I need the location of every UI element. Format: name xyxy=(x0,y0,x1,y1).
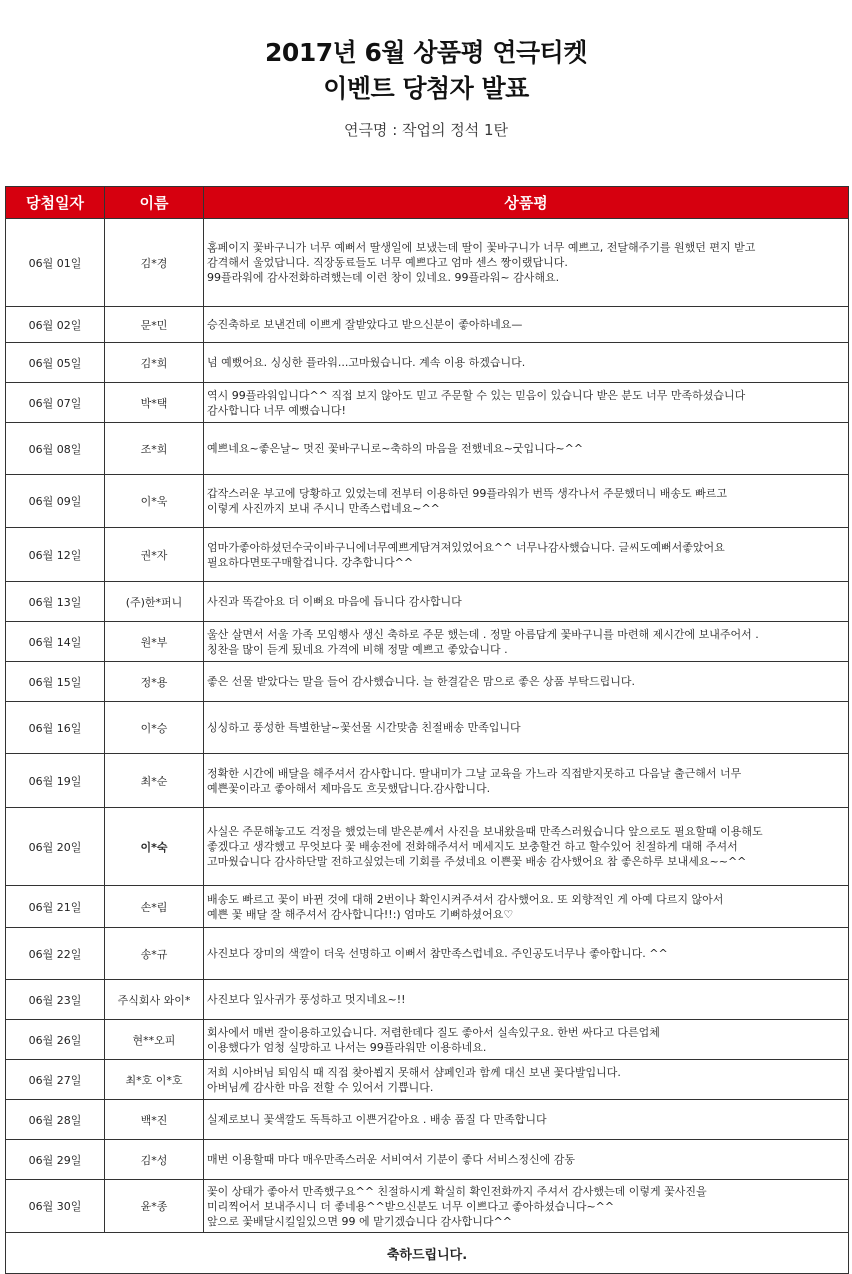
table-row xyxy=(6,702,849,754)
row-date: 06월 02일 xyxy=(6,307,105,343)
row-name: 이*승 xyxy=(105,702,204,754)
row-review: 엄마가좋아하셨던수국이바구니에너무예쁘게담겨져있었어요^^ 너무나감사했습니다. 글씨도예뻐서좋았어요 필요하다면또구매할겁니다. 강추합니다^^ xyxy=(204,528,849,582)
row-review: 홈페이지 꽃바구니가 너무 예뻐서 딸생일에 보냈는데 딸이 꽃바구니가 너무 예쁘고, 전달해주기를 원했던 편지 받고 감격해서 울었답니다. 직장동료들도 너무 예쁘다고 엄마 센스 짱이랬답니다. 99플라워에 감사전화하려했는데 이런 창이 있네요. 99플라워~ 감사해요. xyxy=(204,219,849,307)
winners-table xyxy=(5,186,849,1274)
table-row xyxy=(6,622,849,662)
column-header-date: 당첨일자 xyxy=(6,187,105,219)
table-row xyxy=(6,475,849,528)
table-row xyxy=(6,1100,849,1140)
table-row xyxy=(6,528,849,582)
row-name: 조*희 xyxy=(105,423,204,475)
row-name: 박*택 xyxy=(105,383,204,423)
table-row xyxy=(6,808,849,886)
row-date: 06월 19일 xyxy=(6,754,105,808)
table-header-row xyxy=(6,187,849,219)
row-date: 06월 05일 xyxy=(6,343,105,383)
row-date: 06월 12일 xyxy=(6,528,105,582)
column-header-review: 상품평 xyxy=(204,187,849,219)
row-name: 손*림 xyxy=(105,886,204,928)
table-row xyxy=(6,343,849,383)
table-row xyxy=(6,980,849,1020)
table-row xyxy=(6,219,849,307)
row-review: 사진과 똑같아요 더 이뻐요 마음에 듭니다 감사합니다 xyxy=(204,582,849,622)
row-name: 김*성 xyxy=(105,1140,204,1180)
row-date: 06월 01일 xyxy=(6,219,105,307)
row-review: 싱싱하고 풍성한 특별한날~꽃선물 시간맞춤 친절배송 만족입니다 xyxy=(204,702,849,754)
row-review: 승진축하로 보낸건데 이쁘게 잘받았다고 받으신분이 좋아하네요— xyxy=(204,307,849,343)
table-row xyxy=(6,1140,849,1180)
row-date: 06월 13일 xyxy=(6,582,105,622)
row-date: 06월 22일 xyxy=(6,928,105,980)
row-date: 06월 29일 xyxy=(6,1140,105,1180)
table-row xyxy=(6,1020,849,1060)
row-name: 이*숙 xyxy=(105,808,204,886)
row-name: 현**오피 xyxy=(105,1020,204,1060)
row-name: 주식회사 와이* xyxy=(105,980,204,1020)
table-row xyxy=(6,754,849,808)
row-review: 사진보다 장미의 색깔이 더욱 선명하고 이뻐서 참만족스럽네요. 주인공도너무나 좋아합니다. ^^ xyxy=(204,928,849,980)
row-review: 사진보다 잎사귀가 풍성하고 멋지네요~!! xyxy=(204,980,849,1020)
title-line-1: 2017년 6월 상품평 연극티켓 xyxy=(265,38,587,67)
row-date: 06월 30일 xyxy=(6,1180,105,1233)
row-date: 06월 23일 xyxy=(6,980,105,1020)
row-review: 좋은 선물 받았다는 말을 들어 감사했습니다. 늘 한결같은 맘으로 좋은 상품 부탁드립니다. xyxy=(204,662,849,702)
row-name: 정*용 xyxy=(105,662,204,702)
row-review: 예쁘네요~좋은날~ 멋진 꽃바구니로~축하의 마음을 전했네요~굿입니다~^^ xyxy=(204,423,849,475)
row-date: 06월 21일 xyxy=(6,886,105,928)
row-review: 갑작스러운 부고에 당황하고 있었는데 전부터 이용하던 99플라워가 번뜩 생각나서 주문했더니 배송도 빠르고 이렇게 사진까지 보내 주시니 만족스럽네요~^^ xyxy=(204,475,849,528)
table-row xyxy=(6,928,849,980)
column-header-name: 이름 xyxy=(105,187,204,219)
table-footer-row xyxy=(6,1233,849,1274)
row-name: 최*순 xyxy=(105,754,204,808)
row-date: 06월 09일 xyxy=(6,475,105,528)
table-row xyxy=(6,662,849,702)
row-review: 매번 이용할때 마다 매우만족스러운 서비여서 기분이 좋다 서비스정신에 감동 xyxy=(204,1140,849,1180)
row-review: 저희 시아버님 퇴임식 때 직접 찾아뵙지 못해서 샴페인과 함께 대신 보낸 꽃다발입니다. 아버님께 감사한 마음 전할 수 있어서 기쁩니다. xyxy=(204,1060,849,1100)
row-date: 06월 07일 xyxy=(6,383,105,423)
row-review: 꽃이 상태가 좋아서 만족했구요^^ 친절하시게 확실히 확인전화까지 주셔서 감사했는데 이렇게 꽃사진을 미리찍어서 보내주시니 더 좋네용^^받으신분도 너무 이쁘다고 좋아하셨습니다~^^ 앞으로 꽃배달시킬일있으면 99 에 맡기겠습니다 감사합니다^^ xyxy=(204,1180,849,1233)
congratulations-message: 축하드립니다. xyxy=(6,1233,849,1274)
row-name: 권*자 xyxy=(105,528,204,582)
row-name: 김*희 xyxy=(105,343,204,383)
title-line-2: 이벤트 당첨자 발표 xyxy=(323,74,529,103)
row-review: 역시 99플라워입니다^^ 직접 보지 않아도 믿고 주문할 수 있는 믿음이 있습니다 받은 분도 너무 만족하셨습니다 감사합니다 너무 예뻤습니다! xyxy=(204,383,849,423)
row-date: 06월 15일 xyxy=(6,662,105,702)
row-review: 실제로보니 꽃색깔도 독특하고 이쁜거같아요 . 배송 품질 다 만족합니다 xyxy=(204,1100,849,1140)
row-date: 06월 16일 xyxy=(6,702,105,754)
row-name: 윤*종 xyxy=(105,1180,204,1233)
row-review: 정확한 시간에 배달을 해주셔서 감사합니다. 딸내미가 그날 교육을 가느라 직접받지못하고 다음날 출근해서 너무 예쁜꽃이라고 좋아해서 제마음도 흐뭇했답니다.감사합니다. xyxy=(204,754,849,808)
row-name: 이*욱 xyxy=(105,475,204,528)
play-name: 연극명 : 작업의 정석 1탄 xyxy=(343,121,509,139)
table-row xyxy=(6,1180,849,1233)
table-row xyxy=(6,1060,849,1100)
table-row xyxy=(6,307,849,343)
row-review: 배송도 빠르고 꽃이 바뀐 것에 대해 2번이나 확인시켜주셔서 감사했어요. 또 외향적인 게 아예 다르지 않아서 예쁜 꽃 배달 잘 해주셔서 감사합니다!!:) 엄마도 기뻐하셨어요♡ xyxy=(204,886,849,928)
row-review: 회사에서 매번 잘이용하고있습니다. 저렴한데다 질도 좋아서 실속있구요. 한번 싸다고 다른업체 이용했다가 엄청 실망하고 나서는 99플라워만 이용하네요. xyxy=(204,1020,849,1060)
row-date: 06월 08일 xyxy=(6,423,105,475)
row-name: (주)한*퍼니 xyxy=(105,582,204,622)
row-date: 06월 27일 xyxy=(6,1060,105,1100)
row-name: 백*진 xyxy=(105,1100,204,1140)
table-row xyxy=(6,423,849,475)
row-date: 06월 26일 xyxy=(6,1020,105,1060)
row-name: 문*민 xyxy=(105,307,204,343)
row-date: 06월 14일 xyxy=(6,622,105,662)
table-row xyxy=(6,886,849,928)
row-date: 06월 28일 xyxy=(6,1100,105,1140)
row-review: 울산 살면서 서울 가족 모임행사 생신 축하로 주문 했는데 . 정말 아름답게 꽃바구니를 마련해 제시간에 보내주어서 . 칭찬을 많이 듣게 됬네요 가격에 비해 정말 예쁘고 좋았습니다 . xyxy=(204,622,849,662)
row-name: 최*호 이*호 xyxy=(105,1060,204,1100)
table-row xyxy=(6,383,849,423)
row-name: 원*부 xyxy=(105,622,204,662)
row-date: 06월 20일 xyxy=(6,808,105,886)
table-row xyxy=(6,582,849,622)
row-name: 김*경 xyxy=(105,219,204,307)
row-review: 넘 예뻤어요. 싱싱한 플라워...고마웠습니다. 계속 이용 하겠습니다. xyxy=(204,343,849,383)
row-review: 사실은 주문해놓고도 걱정을 했었는데 받은분께서 사진을 보내왔을때 만족스러웠습니다 앞으로도 필요할때 이용해도 좋겠다고 생각했고 무엇보다 꽃 배송전에 전화해주셔서 메세지도 보충할건 하고 할수있어 친절하게 대해 주셔서 고마웠습니다 감사하단말 전하고싶었는데 기회를 주셨네요 이쁜꽃 배송 감사했어요 참 좋은하루 보내세요~~^^ xyxy=(204,808,849,886)
row-name: 송*규 xyxy=(105,928,204,980)
